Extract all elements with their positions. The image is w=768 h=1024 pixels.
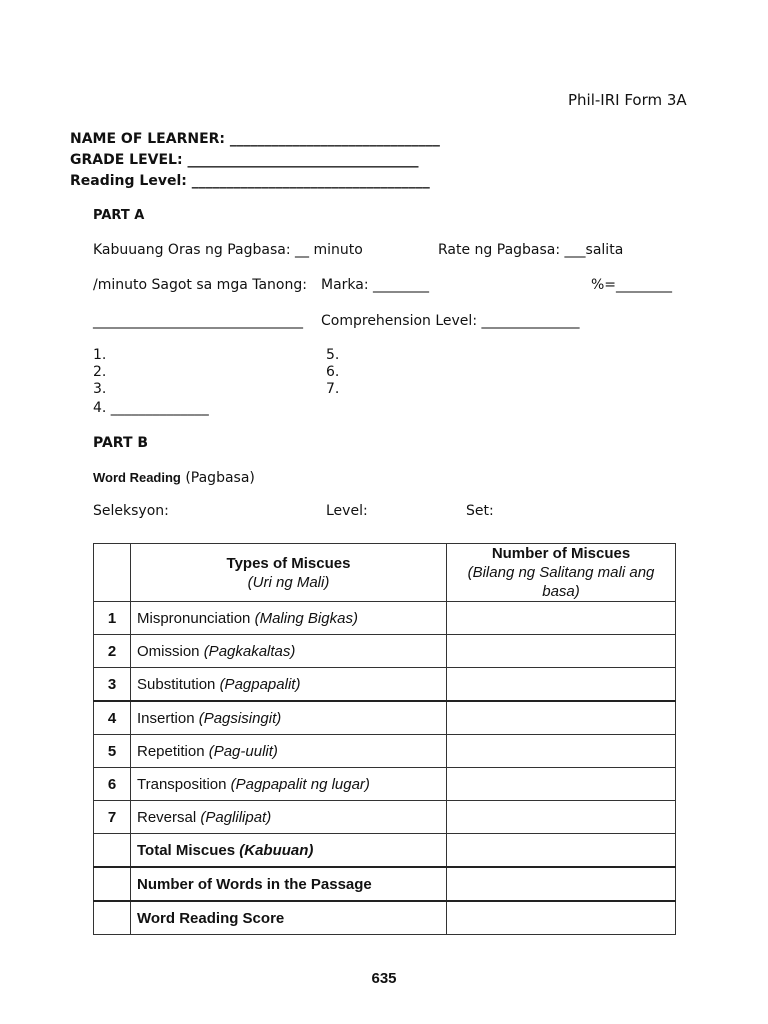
miscue-translation: (Maling Bigkas) [254,609,358,627]
miscue-count-cell[interactable] [447,668,676,702]
words-label: Number of Words in the Passage [131,867,447,901]
row-number: 1 [94,602,131,635]
miscue-count-cell[interactable] [447,768,676,801]
miscues-table [93,543,676,935]
miscue-name: Reversal [137,808,197,826]
words-value-cell[interactable] [447,867,676,901]
total-row [94,834,676,868]
row-number: 7 [94,801,131,834]
score-row [94,901,676,935]
total-label-cell [131,834,447,868]
types-header-title: Types of Miscues [226,554,351,572]
comprehension-level: Comprehension Level: ______________ [321,313,580,329]
answer-item: 5. [326,347,340,363]
table-header-row [94,544,676,602]
part-b-title: PART B [93,435,149,451]
reading-level-line: Reading Level: __________________________________ [70,173,430,189]
part-a-title: PART A [93,208,145,223]
table-row [94,801,676,834]
reading-rate: Rate ng Pagbasa: ___salita [438,242,624,258]
reading-time: Kabuuang Oras ng Pagbasa: __ minuto [93,242,363,258]
table-row [94,635,676,668]
page-number: 635 [371,970,397,987]
answer-item: 6. [326,364,340,380]
miscue-type [131,768,447,801]
miscue-translation: (Paglilipat) [200,808,272,826]
miscue-name: Substitution [137,675,216,693]
table-row [94,735,676,768]
types-header-sub: (Uri ng Mali) [247,573,330,591]
number-header [447,544,676,602]
miscue-count-cell[interactable] [447,801,676,834]
row-number-empty [94,834,131,868]
miscue-translation: (Pagpapalit) [219,675,301,693]
answer-item: 7. [326,381,340,397]
set-label: Set: [466,503,494,519]
score-field: Marka: ________ [321,277,430,293]
total-translation: (Kabuuan) [239,841,314,859]
types-header [131,544,447,602]
table-row [94,768,676,801]
row-number: 3 [94,668,131,702]
word-reading-bold: Word Reading [93,470,181,485]
row-number-empty [94,867,131,901]
answer-item: 3. [93,381,107,397]
miscue-name: Mispronunciation [137,609,251,627]
total-value-cell[interactable] [447,834,676,868]
miscue-name: Repetition [137,742,205,760]
row-number: 2 [94,635,131,668]
level-label: Level: [326,503,368,519]
number-header-title: Number of Miscues [491,545,631,562]
miscue-translation: (Pagsisingit) [198,709,282,727]
miscue-type [131,668,447,702]
total-label: Total Miscues [137,841,236,859]
answer-item: 1. [93,347,107,363]
miscue-translation: (Pag-uulit) [208,742,278,760]
table-row [94,668,676,702]
row-number: 5 [94,735,131,768]
grade-level-line: GRADE LEVEL: _________________________________ [70,152,419,168]
miscue-name: Transposition [137,775,227,793]
blank-line: ______________________________ [93,313,303,329]
row-number: 6 [94,768,131,801]
miscue-name: Insertion [137,709,195,727]
miscue-translation: (Pagpapalit ng lugar) [230,775,370,793]
row-number: 4 [94,701,131,735]
words-row [94,867,676,901]
miscue-type [131,735,447,768]
table-row [94,701,676,735]
answer-item: 4. ______________ [93,400,209,416]
number-header-sub: (Bilang ng Salitang mali ang basa) [467,564,655,600]
miscue-count-cell[interactable] [447,602,676,635]
answers-label: /minuto Sagot sa mga Tanong: [93,277,307,293]
answer-item: 2. [93,364,107,380]
percent-field: %=________ [591,277,673,293]
miscue-type [131,801,447,834]
form-id: Phil-IRI Form 3A [568,91,687,109]
miscue-count-cell[interactable] [447,635,676,668]
miscue-count-cell[interactable] [447,701,676,735]
word-reading-heading [93,470,255,486]
row-number-empty [94,901,131,935]
score-label: Word Reading Score [131,901,447,935]
miscue-count-cell[interactable] [447,735,676,768]
learner-name-line: NAME OF LEARNER: ______________________________ [70,131,440,147]
miscue-type [131,701,447,735]
miscue-name: Omission [137,642,200,660]
miscue-type [131,602,447,635]
seleksyon-label: Seleksyon: [93,503,169,519]
miscue-type [131,635,447,668]
table-row [94,602,676,635]
miscue-translation: (Pagkakaltas) [203,642,296,660]
score-value-cell[interactable] [447,901,676,935]
word-reading-rest: (Pagbasa) [185,470,255,486]
table-header-cell [94,544,131,602]
